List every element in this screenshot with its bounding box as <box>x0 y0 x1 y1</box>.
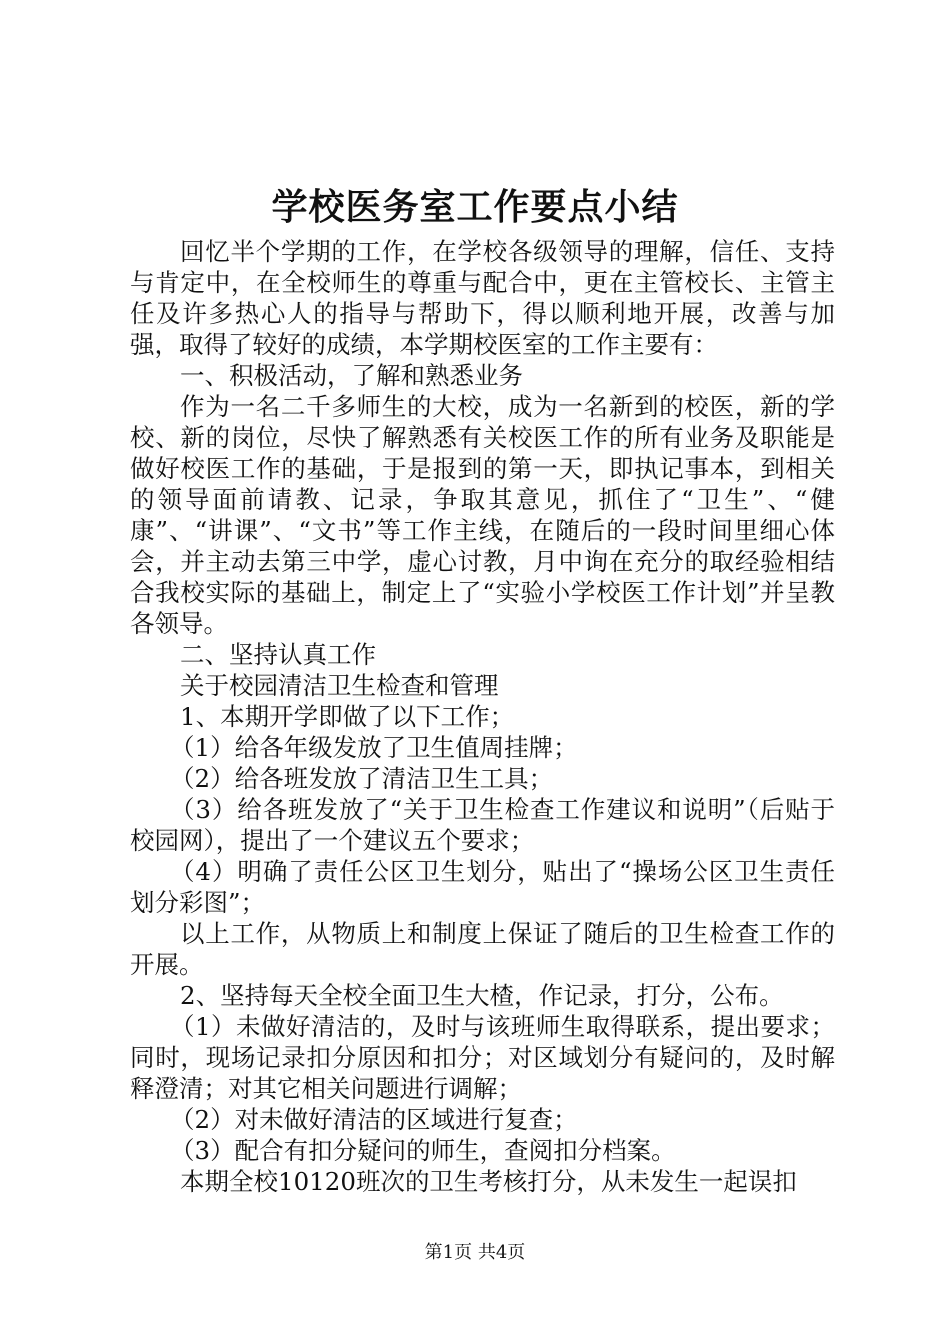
page-number-footer: 第1页 共4页 <box>424 1242 526 1263</box>
section-heading-1: 一、积极活动，了解和熟悉业务 <box>180 361 523 390</box>
list-subitem-2-3: （3）配合有扣分疑问的师生，查阅扣分档案。 <box>170 1136 676 1165</box>
list-subitem-2-1: （1）未做好清洁的，及时与该班师生取得联系，提出要求；同时，现场记录扣分原因和扣分；对区域划分有疑问的，及时解释澄清；对其它相关问题进行调解； <box>130 1012 835 1103</box>
list-subitem-1-3: （3）给各班发放了“关于卫生检查工作建议和说明”（后贴于校园网），提出了一个建议五个要求； <box>130 795 835 855</box>
list-item-1: 1、本期开学即做了以下工作； <box>180 702 515 731</box>
list-subitem-1-4: （4）明确了责任公区卫生划分，贴出了“操场公区卫生责任划分彩图”； <box>130 857 835 917</box>
list-item-2: 2、坚持每天全校全面卫生大楂，作记录，打分，公布。 <box>180 981 784 1010</box>
paragraph-statistics: 本期全校10120班次的卫生考核打分，从未发生一起误扣 <box>180 1167 797 1196</box>
list-subitem-1-1: （1）给各年级发放了卫生值周挂牌； <box>170 733 578 762</box>
list-subitem-2-2: （2）对未做好清洁的区域进行复查； <box>170 1105 578 1134</box>
document-body <box>130 236 835 1197</box>
subheading-campus-hygiene: 关于校园清洁卫生检查和管理 <box>180 671 499 700</box>
section-heading-2: 二、坚持认真工作 <box>180 640 376 669</box>
paragraph-summary: 以上工作，从物质上和制度上保证了随后的卫生检查工作的开展。 <box>130 919 835 979</box>
document-title: 学校医务室工作要点小结 <box>271 186 679 228</box>
list-subitem-1-2: （2）给各班发放了清洁卫生工具； <box>170 764 554 793</box>
paragraph-section-1: 作为一名二千多师生的大校，成为一名新到的校医，新的学校、新的岗位，尽快了解熟悉有关校医工作的所有业务及职能是做好校医工作的基础，于是报到的第一天，即执记事本，到相关的领导面前请教、记录，争取其意见，抓住了“卫生”、“健康”、“讲课”、“文书”等工作主线，在随后的一段时间里细心体会，并主动去第三中学，虚心讨教，月中询在充分的取经验相结合我校实际的基础上，制定上了“实验小学校医工作计划”并呈教各领导。 <box>130 392 835 638</box>
paragraph-intro: 回忆半个学期的工作，在学校各级领导的理解，信任、支持与肯定中，在全校师生的尊重与配合中，更在主管校长、主管主任及许多热心人的指导与帮助下，得以顺利地开展，改善与加强，取得了较好的成绩，本学期校医室的工作主要有： <box>130 237 835 359</box>
